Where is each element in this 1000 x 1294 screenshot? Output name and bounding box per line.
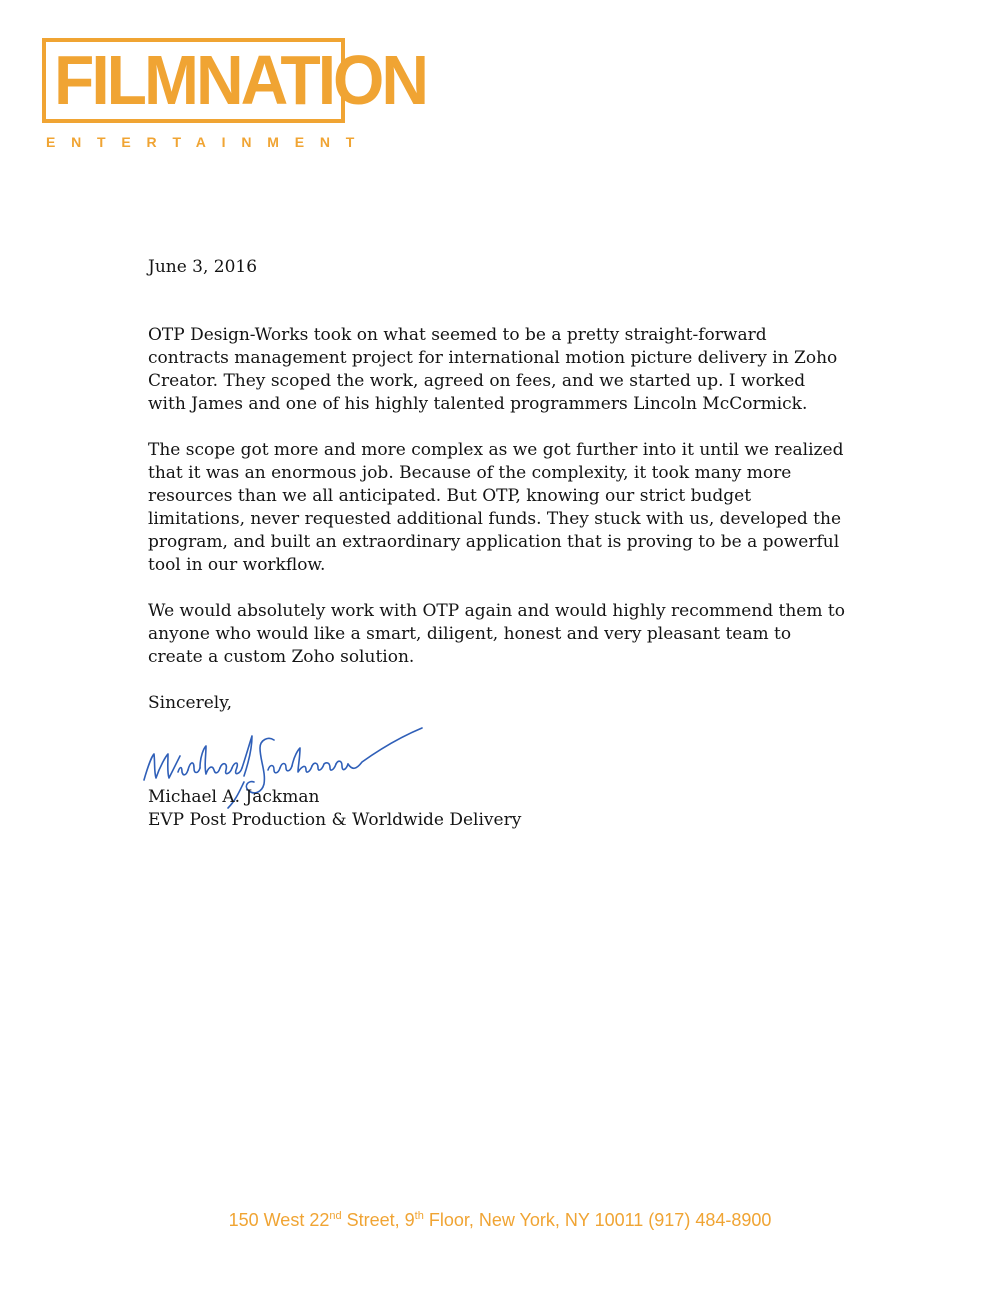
signer-name: Michael A. Jackman xyxy=(148,787,320,807)
letter-paragraph-3: We would absolutely work with OTP again and would highly recommend them to anyone who would like a smart, diligent, honest and very pleasant team to create a custom Zoho solution. xyxy=(148,601,845,667)
logo-tagline: ENTERTAINMENT xyxy=(46,134,371,150)
footer-address-part2: Street, 9 xyxy=(341,1210,415,1230)
footer-address-part3: Floor, New York, NY 10011 (917) 484-8900 xyxy=(423,1210,772,1230)
signer-title: EVP Post Production & Worldwide Delivery xyxy=(148,810,522,830)
letter-date: June 3, 2016 xyxy=(148,257,258,277)
letter-closing: Sincerely, xyxy=(148,693,232,713)
footer-address xyxy=(0,1210,1000,1231)
company-logo xyxy=(42,38,427,158)
footer-sup-th: th xyxy=(414,1210,424,1222)
signer-block xyxy=(148,786,521,832)
letter-paragraph-2: The scope got more and more complex as we got further into it until we realized that it was an enormous job. Because of the complexity, it took many more resources than we all anticipated. But OTP, knowing our strict budget limitations, never requested additional funds. They stuck with us, developed the program, and built an extraordinary application that is proving to be a powerful tool in our workflow. xyxy=(148,440,844,575)
footer-address-part1: 150 West 22 xyxy=(228,1210,330,1230)
letter-paragraph-1: OTP Design-Works took on what seemed to be a pretty straight-forward contracts management project for international motion picture delivery in Zoho Creator. They scoped the work, agreed on fees, and we started up. I worked with James and one of his highly talented programmers Lincoln McCormick. xyxy=(148,325,838,414)
logo-wordmark: FILMNATION xyxy=(54,41,427,119)
footer-sup-nd: nd xyxy=(329,1210,342,1222)
letter-body xyxy=(148,256,848,715)
